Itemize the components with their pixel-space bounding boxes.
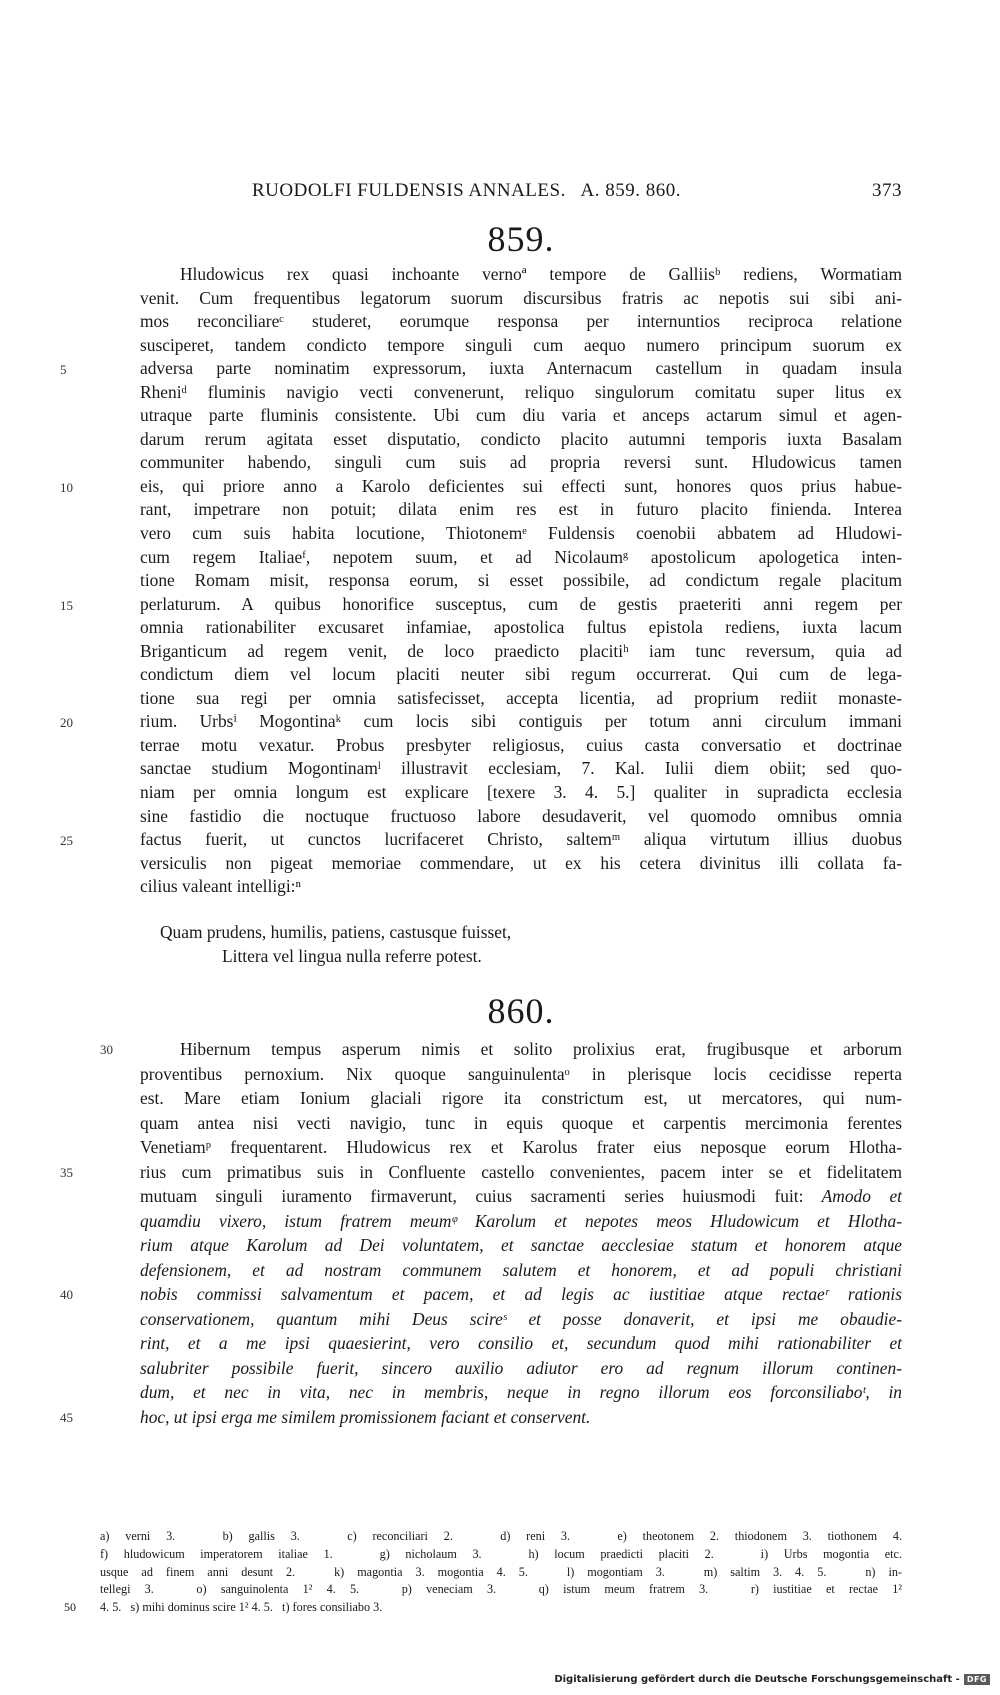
text-line [60, 1282, 902, 1307]
text-line [140, 310, 902, 334]
text-line [60, 357, 902, 381]
text-line [140, 334, 902, 358]
line-text: eis, qui priore anno a Karolo deficientes sui effecti sunt, honores quos prius habue- [140, 475, 902, 496]
text-line [60, 828, 902, 852]
line-text: cum regem Italiaeᶠ, nepotem suum, et ad Nicolaumᵍ apostolicum apologetica inten- [140, 546, 902, 567]
text-line [140, 663, 902, 687]
text-line [140, 1135, 902, 1160]
text-line [140, 428, 902, 452]
text-line [60, 1160, 902, 1185]
line-number: 40 [60, 1287, 73, 1302]
text-line [60, 710, 902, 734]
footnote-line [92, 1581, 902, 1599]
line-number: 30 [100, 1042, 113, 1057]
line-text: rant, impetrare non potuit; dilata enim res est in futuro placito finienda. Interea [140, 499, 902, 520]
text-line [140, 287, 902, 311]
line-text: dum, et nec in vita, nec in membris, neque in regno illorum eos forconsiliaboᵗ, in [140, 1382, 902, 1402]
text-line [140, 1086, 902, 1111]
oath-opening: Amodo et [803, 1186, 903, 1206]
line-text: est. Mare etiam Ionium glaciali rigore ita constrictum est, ut mercatores, qui num- [140, 1088, 902, 1108]
text-line [140, 451, 902, 475]
year-heading-860: 860. [487, 991, 555, 1031]
line-text: vero cum suis habita locutione, Thiotonemᵉ Fuldensis coenobii abbatem ad Hludowi- [140, 523, 902, 544]
line-text: rium atque Karolum ad Dei voluntatem, et sanctae aecclesiae statum et honorem atque [140, 1235, 902, 1255]
line-text: Hludowicus rex quasi inchoante vernoª tempore de Galliisᵇ rediens, Wormatiam [180, 264, 902, 284]
text-line [140, 1331, 902, 1356]
text-line [140, 875, 902, 899]
text-line [140, 1111, 902, 1136]
line-text: Hibernum tempus asperum nimis et solito prolixius erat, frugibusque et arborum [180, 1039, 902, 1059]
text-line [140, 734, 902, 758]
text-line [140, 1184, 902, 1209]
line-text: Venetiamᵖ frequentarent. Hludowicus rex et Karolus frater eius neposque eorum Hlotha- [140, 1137, 902, 1157]
footnote-text: usque ad finem anni desunt 2. k) magontia 3. mogontia 4. 5. l) mogontiam 3. m) saltim 3. 4. 5. n) in- [100, 1564, 902, 1579]
line-text: nobis commissi salvamentum et pacem, et ad legis ac iustitiae atque rectaeʳ rationis [140, 1284, 902, 1304]
text-line [140, 1062, 902, 1087]
text-line [140, 805, 902, 829]
digitization-credit [554, 1674, 990, 1685]
line-text: omnia rationabiliter excusaret infamiae, apostolica fultus epistola rediens, iuxta lacum [140, 617, 902, 638]
line-text: factus fuerit, ut cunctos lucrifaceret Christo, saltemᵐ aliqua virtutum illius duobus [140, 829, 902, 850]
verse-block [140, 921, 902, 968]
line-text: Briganticum ad regem venit, de loco praedicto placitiʰ iam tunc reversum, quia ad [140, 640, 902, 661]
text-line [140, 1233, 902, 1258]
line-text: quamdiu vixero, istum fratrem meumᵠ Karolum et nepotes meos Hludowicum et Hlotha- [140, 1210, 902, 1231]
verse-line: Quam prudens, humilis, patiens, castusque fuisset, [160, 922, 512, 942]
line-number: 25 [60, 833, 73, 849]
line-text: mutuam singuli iuramento firmaverunt, cuius sacramenti series huiusmodi fuit: [140, 1186, 804, 1206]
line-text: cilius valeant intelligi:ⁿ [140, 876, 301, 897]
text-line [140, 757, 902, 781]
text-line [140, 1380, 902, 1405]
footnotes [64, 1528, 902, 1617]
line-text: perlaturum. A quibus honorifice susceptus, cum de gestis praeteriti anni regem per [140, 593, 902, 614]
verse-line: Littera vel lingua nulla referre potest. [222, 945, 482, 966]
footnote-text: f) hludowicum imperatorem italiae 1. g) nicholaum 3. h) locum praedicti placiti 2. i) Urbs mogontia etc. [100, 1546, 902, 1561]
line-text: Rheniᵈ fluminis navigio vecti convenerunt, reliquo singulorum comitatu super litus ex [140, 381, 902, 402]
annal-859-text [60, 263, 902, 899]
footnote-text: a) verni 3. b) gallis 3. c) reconciliari 2. d) reni 3. e) theotonem 2. thiodonem 3. tiothonem 4. [100, 1529, 902, 1543]
line-number: 10 [60, 479, 73, 495]
line-text: utraque parte fluminis consistente. Ubi cum diu varia et anceps actarum simul et agen- [140, 405, 902, 426]
line-text: niam per omnia longum est explicare [texere 3. 4. 5.] qualiter in supradicta ecclesia [140, 782, 902, 803]
line-number: 20 [60, 715, 73, 731]
text-line [140, 569, 902, 593]
text-line [140, 404, 902, 428]
line-text: versiculis non pigeat memoriae commendare, ut ex his cetera divinitus illi collata fa- [140, 852, 902, 873]
line-text: communiter habendo, singuli cum suis ad propria reversi sunt. Hludowicus tamen [140, 452, 902, 473]
line-number: 15 [60, 597, 73, 613]
line-text: rium. Urbsⁱ Mogontinaᵏ cum locis sibi contiguis per totum anni circulum immani [140, 711, 902, 732]
line-text: sanctae studium Mogontinamˡ illustravit ecclesiam, 7. Kal. Iulii diem obiit; sed quo- [140, 758, 902, 779]
text-line [100, 1037, 902, 1062]
line-text: condictum diem vel locum placiti neuter sibi regum occurrerat. Qui cum de lega- [140, 664, 902, 685]
line-text: sine fastidio die noctuque fructuoso labore desudaverit, vel quomodo omnibus omnia [140, 805, 902, 826]
text-line [140, 781, 902, 805]
text-line [140, 1258, 902, 1283]
footnote-text: tellegi 3. o) sanguinolenta 1² 4. 5. p) veneciam 3. q) istum meum fratrem 3. r) iustitiae et rectae 1² [100, 1582, 902, 1597]
dfg-logo: DFG [964, 1674, 990, 1685]
text-line [140, 498, 902, 522]
footnote-line [64, 1599, 902, 1617]
line-text: darum rerum agitata esset disputatio, condicto placito autumni temporis iuxta Basalam [140, 428, 902, 449]
text-line [140, 263, 902, 287]
page-number: 373 [872, 180, 902, 201]
line-text: salubriter possibile fuerit, sincero auxilio adiutor ero ad regnum illorum continen- [140, 1357, 902, 1378]
line-text: quam antea nisi vecti navigio, tunc in equis quoque et carpentis mercimonia ferentes [140, 1112, 902, 1133]
line-number: 5 [60, 362, 67, 378]
text-line [140, 546, 902, 570]
text-line [140, 852, 902, 876]
text-line [60, 475, 902, 499]
line-number: 45 [60, 1409, 73, 1425]
line-text: proventibus pernoxium. Nix quoque sanguinulentaᵒ in plerisque locis cecidisse reperta [140, 1063, 902, 1084]
footnote-line [92, 1546, 902, 1564]
text-line [140, 616, 902, 640]
line-text: tione sua regi per omnia satisfecisset, accepta licentia, ad proprium rediit monaste- [140, 687, 902, 708]
line-number: 35 [60, 1164, 73, 1180]
text-line [140, 1307, 902, 1332]
text-line [60, 593, 902, 617]
footnote-text: 4. 5. s) mihi dominus scire 1² 4. 5. t) fores consiliabo 3. [100, 1600, 383, 1615]
line-text: susciperet, tandem condicto tempore singuli cum aequo numero principum suorum ex [140, 334, 902, 355]
line-text: defensionem, et ad nostram communem salutem et honorem, et ad populi christiani [140, 1259, 902, 1280]
text-line [140, 687, 902, 711]
line-text: rius cum primatibus suis in Confluente castello convenientes, pacem inter se et fidelitatem [140, 1161, 902, 1182]
line-text: rint, et a me ipsi quaesierint, vero consilio et, secundum quod mihi rationabiliter et [140, 1333, 902, 1353]
text-line [60, 1405, 902, 1430]
text-line [140, 640, 902, 664]
credit-text: Digitalisierung gefördert durch die Deutsche Forschungsgemeinschaft - [554, 1674, 960, 1685]
running-title: RUODOLFI FULDENSIS ANNALES. A. 859. 860. [252, 180, 681, 201]
line-text: adversa parte nominatim expressorum, iuxta Anternacum castellum in quadam insula [140, 358, 902, 379]
line-text: terrae motu vexatur. Probus presbyter religiosus, cuius casta conversatio et doctrinae [140, 734, 902, 755]
text-line [140, 1209, 902, 1234]
line-text: tione Romam misit, responsa eorum, si esset possibile, ad condictum regale placitum [140, 570, 902, 591]
annal-860-text [60, 1037, 903, 1429]
footnote-line [92, 1564, 902, 1582]
line-text: mos reconciliareᶜ studeret, eorumque responsa per internuntios reciproca relatione [140, 311, 902, 332]
text-line [140, 381, 902, 405]
running-head [140, 180, 902, 206]
text-line [140, 1356, 902, 1381]
line-number: 50 [64, 1600, 76, 1615]
footnote-line [92, 1528, 902, 1546]
year-heading-859: 859. [487, 219, 555, 259]
line-text: conservationem, quantum mihi Deus scireˢ et posse donaverit, et ipsi me obaudie- [140, 1308, 902, 1329]
line-text: venit. Cum frequentibus legatorum suorum discursibus fratris ac nepotis sui sibi ani- [140, 287, 902, 308]
line-text: hoc, ut ipsi erga me similem promissionem faciant et conservent. [140, 1406, 591, 1427]
text-line [140, 522, 902, 546]
